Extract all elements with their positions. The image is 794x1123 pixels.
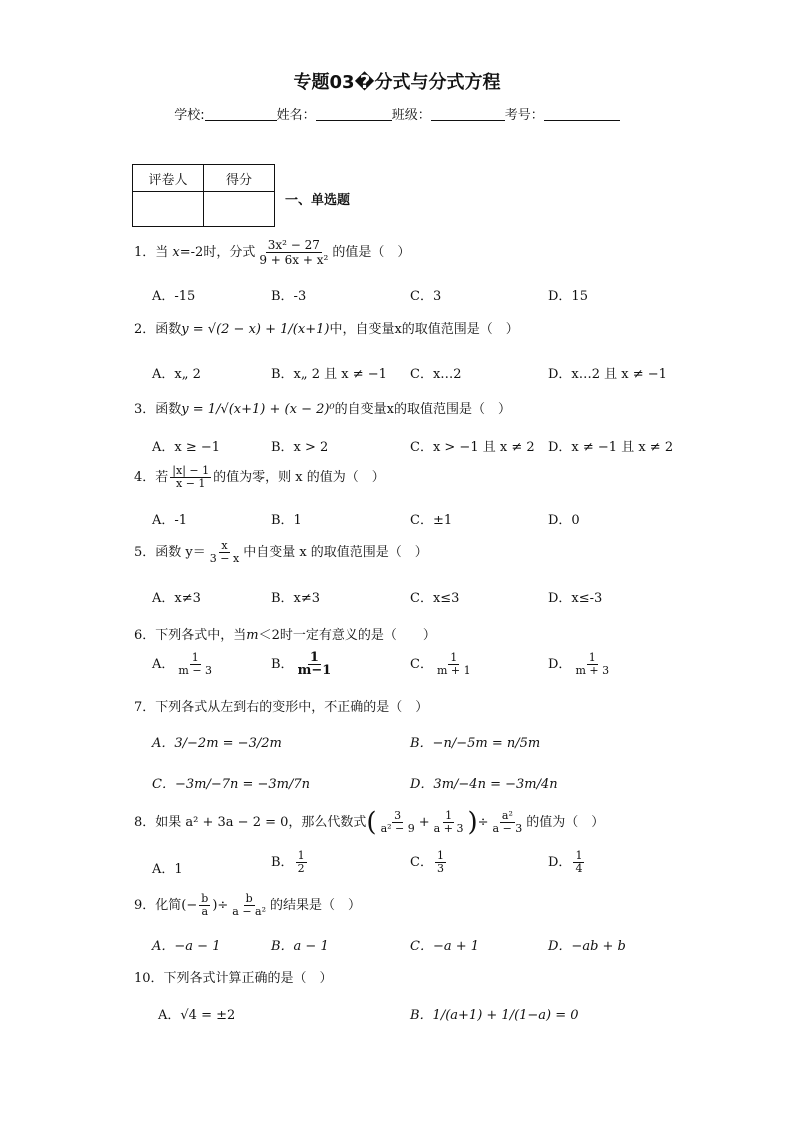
fraction-numerator: a² xyxy=(501,809,513,822)
question-text: 下列各式中，当 xyxy=(155,628,247,643)
fraction-denominator: 2 xyxy=(297,862,305,875)
score-table xyxy=(132,164,275,227)
student-info-line xyxy=(0,104,794,123)
question-text: 如果 a² + 3a − 2 = 0，那么代数式 xyxy=(155,815,367,830)
fraction xyxy=(230,893,268,918)
fraction-denominator: m + 3 xyxy=(575,664,610,677)
option-c[interactable]: C．±1 xyxy=(410,513,453,528)
question-number: 2． xyxy=(134,322,156,337)
option-b[interactable]: B．x > 2 xyxy=(271,440,329,455)
option-d[interactable]: D．x…2 且 x ≠ −1 xyxy=(548,367,667,382)
option-c[interactable]: C．x…2 xyxy=(410,367,462,382)
option-b[interactable]: B．1/(a+1) + 1/(1−a) = 0 xyxy=(410,1008,579,1023)
question-number: 1． xyxy=(134,245,156,260)
question-var: m xyxy=(246,628,259,643)
school-label: 学校: xyxy=(174,108,205,123)
question-1 xyxy=(134,238,410,267)
option-a[interactable]: A．x„ 2 xyxy=(152,367,201,382)
fraction-numerator: 1 xyxy=(445,809,453,822)
question-text: =-2时，分式 xyxy=(179,245,256,260)
question-var: x xyxy=(172,245,180,260)
question-text: 若 xyxy=(155,470,169,485)
fraction xyxy=(257,238,330,267)
fraction-numerator: x xyxy=(221,539,228,552)
fraction-numerator: b xyxy=(245,892,253,905)
exam-no-blank[interactable] xyxy=(544,108,620,121)
fraction xyxy=(296,850,307,875)
fraction xyxy=(435,850,446,875)
option-a[interactable]: A．x ≥ −1 xyxy=(152,440,221,455)
option-d[interactable]: D．0 xyxy=(548,513,580,528)
fraction xyxy=(199,893,210,918)
option-d[interactable]: D．−ab + b xyxy=(548,939,626,954)
fraction-numerator: 1 xyxy=(309,650,319,665)
fraction-denominator: a + 3 xyxy=(433,822,464,835)
section-title: 一、单选题 xyxy=(285,193,351,208)
fraction-denominator: a − a² xyxy=(232,905,267,918)
option-a[interactable] xyxy=(152,858,183,877)
question-text: 函数 xyxy=(155,322,182,337)
class-blank[interactable] xyxy=(431,108,505,121)
fraction xyxy=(176,652,214,677)
fraction-numerator: |x| − 1 xyxy=(172,464,210,477)
question-text: ＜2时一定有意义的是（ ） xyxy=(258,628,436,643)
score-cell[interactable] xyxy=(204,192,275,227)
class-label: 班级： xyxy=(391,108,431,123)
fraction xyxy=(435,652,473,677)
left-paren: ( xyxy=(366,807,377,838)
fraction-numerator: 1 xyxy=(588,651,596,664)
fraction-denominator: m − 3 xyxy=(178,664,213,677)
exam-no-label: 考号： xyxy=(504,108,544,123)
fraction-denominator: 3 xyxy=(436,862,444,875)
fraction-denominator: m−1 xyxy=(297,663,332,678)
option-label: B． xyxy=(271,855,294,870)
question-5 xyxy=(134,540,428,565)
fraction-numerator: 1 xyxy=(450,651,458,664)
option-b[interactable] xyxy=(271,850,309,875)
option-b[interactable]: B．−n/−5m = n/5m xyxy=(410,736,541,751)
option-a[interactable]: A．-15 xyxy=(152,289,196,304)
option-label: A． xyxy=(152,862,175,877)
fraction-numerator: 3x² − 27 xyxy=(267,238,320,252)
option-d[interactable] xyxy=(548,850,586,875)
score-header: 得分 xyxy=(204,165,275,192)
question-4 xyxy=(134,465,385,490)
fraction xyxy=(208,540,241,565)
option-a[interactable]: A．√4 = ±2 xyxy=(158,1008,236,1023)
question-text: 的结果是（ ） xyxy=(270,898,362,913)
fraction-numerator: 1 xyxy=(436,849,444,862)
question-6 xyxy=(134,624,436,643)
question-text: 函数 xyxy=(155,402,182,417)
option-label: A． xyxy=(152,657,175,672)
fraction-denominator: a xyxy=(201,905,209,918)
math-expression: y = √(2 − x) + 1/(x+1) xyxy=(181,322,330,337)
fraction xyxy=(296,652,334,677)
option-a[interactable]: A．-1 xyxy=(152,513,188,528)
question-number: 6． xyxy=(134,628,156,643)
option-b[interactable]: B．-3 xyxy=(271,289,307,304)
question-number: 4． xyxy=(134,470,156,485)
question-text: 中自变量 x 的取值范围是（ ） xyxy=(243,545,428,560)
question-number: 5． xyxy=(134,545,156,560)
option-d[interactable]: D．x ≠ −1 且 x ≠ 2 xyxy=(548,440,674,455)
fraction-numerator: 1 xyxy=(191,651,199,664)
fraction-denominator: a² − 9 xyxy=(380,822,415,835)
option-a[interactable]: A．−a − 1 xyxy=(152,939,221,954)
option-c[interactable]: C．−a + 1 xyxy=(410,939,480,954)
question-text: 下列各式计算正确的是（ ） xyxy=(163,971,333,986)
option-c[interactable] xyxy=(410,850,448,875)
question-10 xyxy=(134,967,333,986)
question-number: 10． xyxy=(134,971,164,986)
option-c[interactable]: C．x > −1 且 x ≠ 2 xyxy=(410,440,535,455)
option-label: B． xyxy=(271,657,294,672)
fraction-numerator: 3 xyxy=(394,809,402,822)
option-c[interactable]: C．3 xyxy=(410,289,442,304)
name-blank[interactable] xyxy=(316,108,392,121)
question-2 xyxy=(134,318,519,337)
question-text: 的值是（ ） xyxy=(332,245,411,260)
question-7 xyxy=(134,696,428,715)
option-label: C． xyxy=(410,855,433,870)
option-b[interactable]: B．1 xyxy=(271,513,302,528)
question-text: 的值为零，则 x 的值为（ ） xyxy=(213,470,385,485)
question-3 xyxy=(134,398,511,417)
question-9: 9．化简(− $\frac{b}{a}$ )÷ $\frac{b}{\text{a − a²}}$ 的结果是（ ） xyxy=(134,892,362,918)
option-b[interactable] xyxy=(271,652,335,677)
question-number: 7． xyxy=(134,700,156,715)
fraction-denominator: 9 + 6x + x² xyxy=(259,253,329,267)
option-d[interactable]: D．3m/−4n = −3m/4n xyxy=(410,777,558,792)
option-d[interactable]: D．x≤-3 xyxy=(548,591,603,606)
option-d[interactable] xyxy=(548,652,613,677)
option-a[interactable]: A．x≠3 xyxy=(152,591,201,606)
grader-cell[interactable] xyxy=(133,192,204,227)
option-c[interactable]: C．−3m/−7n = −3m/7n xyxy=(152,777,311,792)
fraction-numerator: 1 xyxy=(297,849,305,862)
option-label: D． xyxy=(548,657,572,672)
option-value: 1 xyxy=(174,862,183,877)
fraction-numerator: b xyxy=(201,892,209,905)
option-b[interactable]: B．x≠3 xyxy=(271,591,321,606)
fraction-denominator: x − 1 xyxy=(176,477,206,490)
fraction-denominator: m + 1 xyxy=(436,664,471,677)
option-b[interactable]: B．x„ 2 且 x ≠ −1 xyxy=(271,367,387,382)
option-label: C． xyxy=(410,657,433,672)
question-8: 8．如果 a² + 3a − 2 = 0，那么代数式( $\frac{3}{\text{a² − 9}}$ + $\frac{1}{a + 3}$ )÷ $\frac{\text{a²}}{a - 3}$ 的值为（ ） xyxy=(134,807,605,838)
question-text: 中，自变量x的取值范围是（ ） xyxy=(329,322,519,337)
question-text: 的值为（ ） xyxy=(526,815,605,830)
fraction xyxy=(170,465,211,490)
option-b[interactable]: B．a − 1 xyxy=(271,939,329,954)
fraction-denominator: 3 − x xyxy=(209,552,240,565)
name-label: 姓名： xyxy=(276,108,316,123)
question-number: 8． xyxy=(134,815,156,830)
grader-header: 评卷人 xyxy=(133,165,204,192)
option-label: D． xyxy=(548,855,572,870)
fraction-denominator: 4 xyxy=(575,862,583,875)
fraction xyxy=(491,810,525,835)
fraction-denominator: a − 3 xyxy=(492,822,523,835)
school-blank[interactable] xyxy=(205,108,277,121)
fraction xyxy=(573,652,611,677)
fraction xyxy=(573,850,584,875)
fraction xyxy=(379,810,417,835)
math-expression: y = 1/√(x+1) + (x − 2)⁰ xyxy=(181,402,335,417)
question-text: 当 xyxy=(155,245,173,260)
right-paren: ) xyxy=(467,807,478,838)
question-number: 9． xyxy=(134,898,156,913)
question-text: 的自变量x的取值范围是（ ） xyxy=(334,402,511,417)
question-text: 函数 y＝ xyxy=(155,545,206,560)
option-a[interactable] xyxy=(152,652,216,677)
option-c[interactable]: C．x≤3 xyxy=(410,591,460,606)
fraction-numerator: 1 xyxy=(575,849,583,862)
question-number: 3． xyxy=(134,402,156,417)
fraction xyxy=(432,810,466,835)
question-text: 化简 xyxy=(155,898,182,913)
option-c[interactable] xyxy=(410,652,475,677)
option-d[interactable]: D．15 xyxy=(548,289,588,304)
question-text: 下列各式从左到右的变形中，不正确的是（ ） xyxy=(155,700,429,715)
option-a[interactable]: A．3/−2m = −3/2m xyxy=(152,736,282,751)
page-title: 专题03�分式与分式方程 xyxy=(293,72,501,93)
